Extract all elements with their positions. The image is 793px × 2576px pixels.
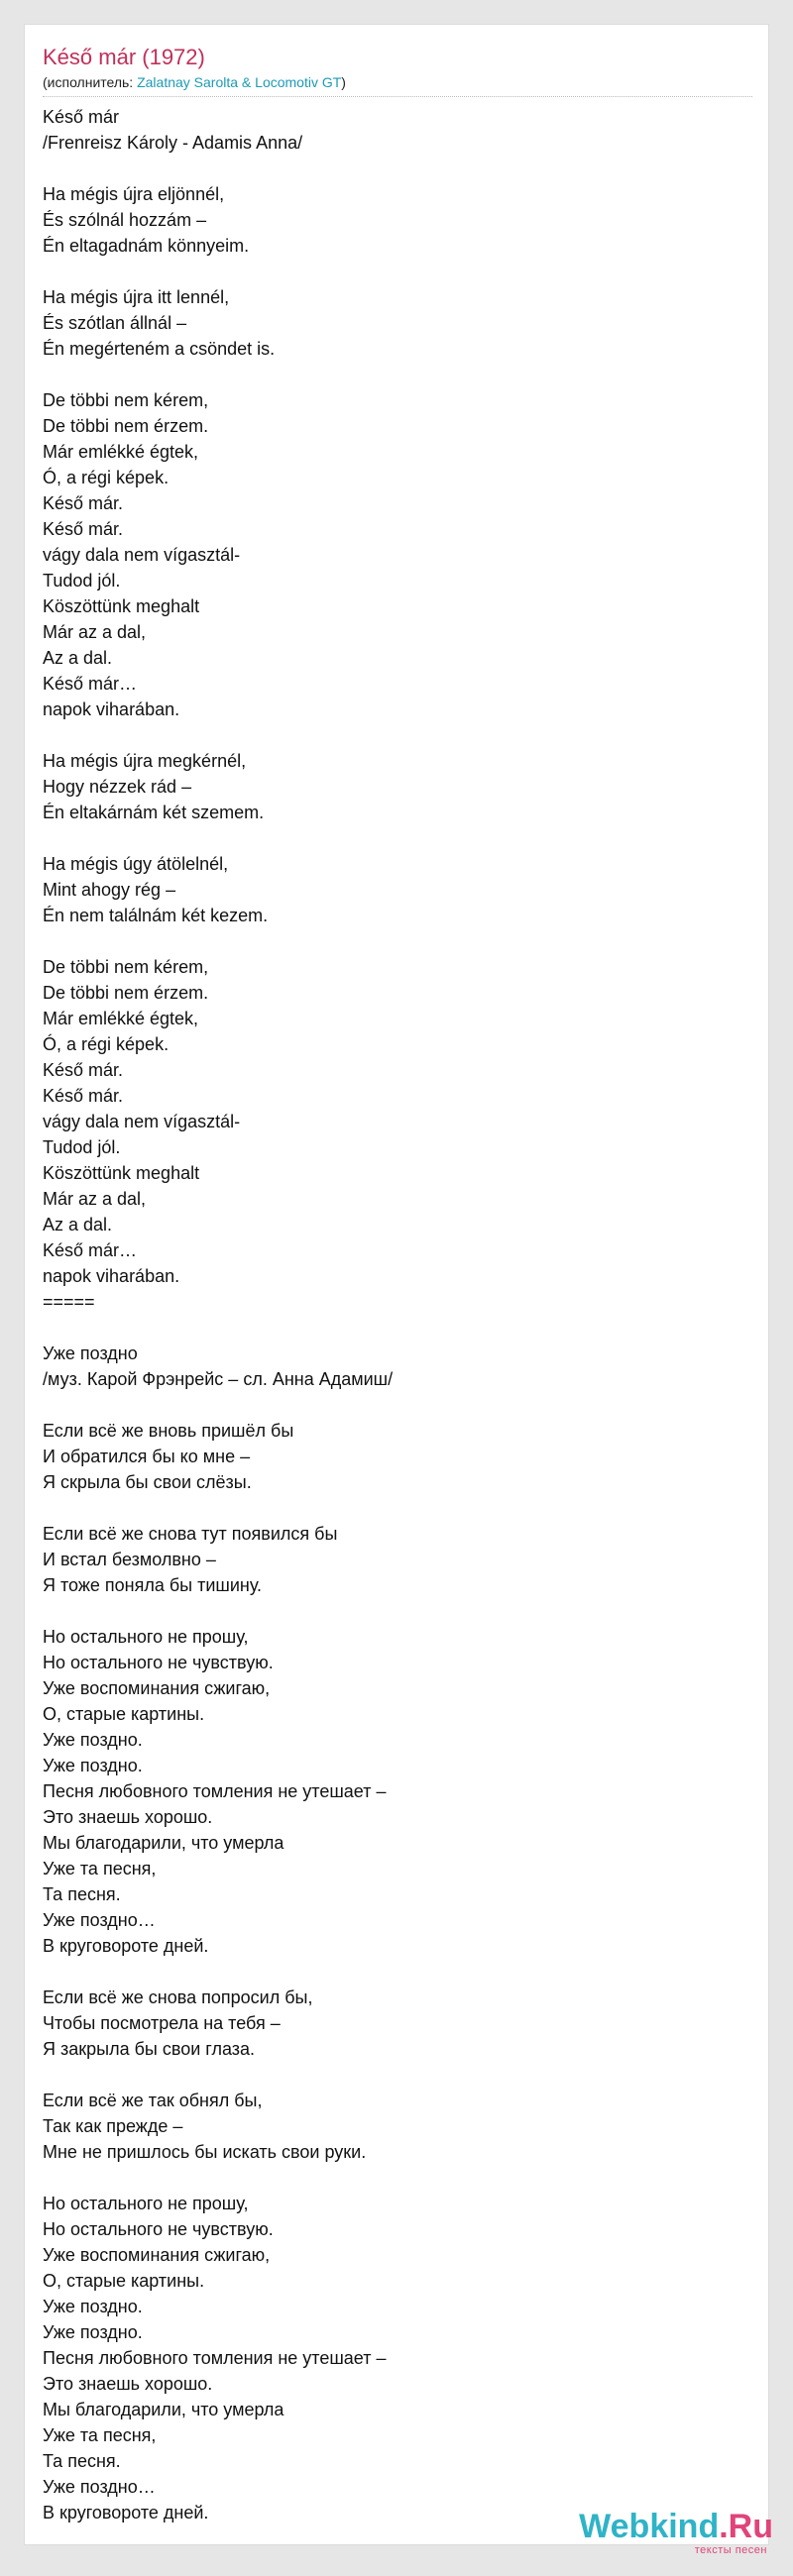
logo-tld: .Ru [719, 2508, 773, 2545]
logo-word: Webkind [579, 2508, 720, 2545]
song-header [43, 43, 752, 97]
logo-wordmark [579, 2507, 773, 2546]
performer-suffix: ) [341, 74, 346, 90]
performer-prefix: (исполнитель: [43, 74, 138, 90]
performer-link[interactable]: Zalatnay Sarolta & Locomotiv GT [137, 74, 342, 90]
song-title: Késő már (1972) [43, 45, 205, 69]
lyrics-text: Késő már /Frenreisz Károly - Adamis Anna/ Ha mégis újra eljönnél, És szólnál hozzám – Én eltagadnám könnyeim. Ha mégis újra itt lennél, És szótlan állnál – Én megérteném a csöndet is. De többi nem kérem, De többi nem érzem. Már emlékké égtek, Ó, a régi képek. Késő már. Késő már. vágy dala nem vígasztál- Tudod jól. Köszöttünk meghalt Már az a dal, Az a dal. Késő már… napok viharában. Ha mégis újra megkérnél, Hogy nézzek rád – Én eltakárnám két szemem. Ha mégis úgy átölelnél, Mint ahogy rég – Én nem találnám két kezem. De többi nem kérem, De többi nem érzem. Már emlékké égtek, Ó, a régi képek. Késő már. Késő már. vágy dala nem vígasztál- Tudod jól. Köszöttünk meghalt Már az a dal, Az a dal. Késő már… napok viharában. ===== Уже поздно /муз. Карой Фрэнрейс – сл. Анна Адамиш/ Если всё же вновь пришёл бы И обратился бы ко мне – Я скрыла бы свои слёзы. Если всё же снова тут появился бы И встал безмолвно – Я тоже поняла бы тишину. Но остального не прошу, Но остального не чувствую. Уже воспоминания сжигаю, О, старые картины. Уже поздно. Уже поздно. Песня любовного томления не утешает – Это знаешь хорошо. Мы благодарили, что умерла Уже та песня, Та песня. Уже поздно… В круговороте дней. Если всё же снова попросил бы, Чтобы посмотрела на тебя – Я закрыла бы свои глаза. Если всё же так обнял бы, Так как прежде – Мне не пришлось бы искать свои руки. Но остального не прошу, Но остального не чувствую. Уже воспоминания сжигаю, О, старые картины. Уже поздно. Уже поздно. Песня любовного томления не утешает – Это знаешь хорошо. Мы благодарили, что умерла Уже та песня, Та песня. Уже поздно… В круговороте дней. [43, 107, 394, 2522]
lyrics-page [24, 24, 769, 2545]
site-logo[interactable] [575, 2507, 773, 2566]
performer-line [43, 72, 752, 97]
logo-tagline: тексты песен [694, 2544, 767, 2556]
